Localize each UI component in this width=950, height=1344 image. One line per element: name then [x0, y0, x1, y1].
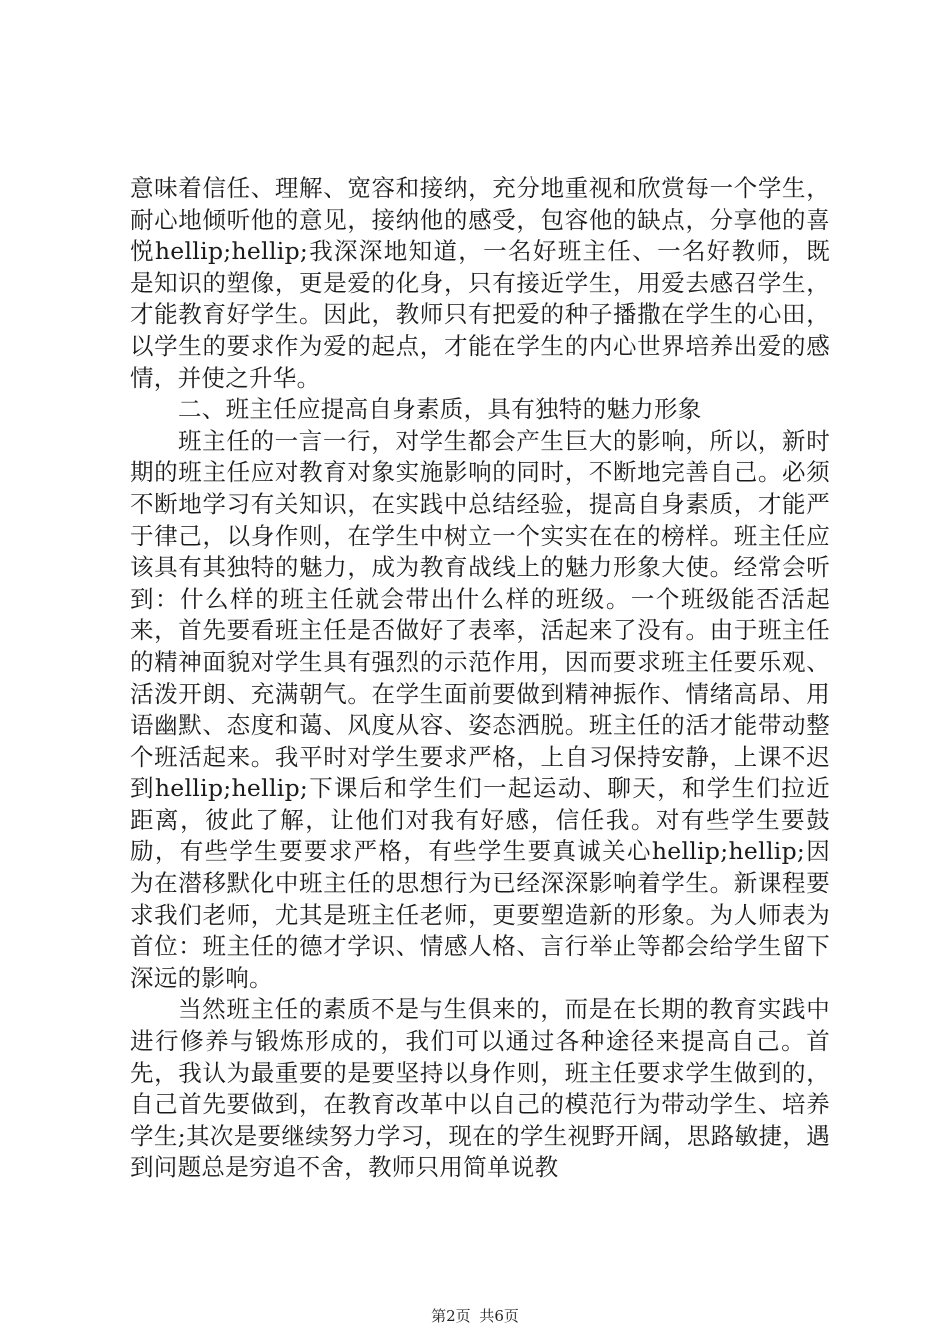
- section-heading: 二、班主任应提高自身素质，具有独特的魅力形象: [178, 395, 702, 424]
- page-total: 共6页: [479, 1307, 519, 1325]
- paragraph-body: 当然班主任的素质不是与生俱来的，而是在长期的教育实践中进行修养与锻炼形成的，我们可以通过各种途径来提高自己。首先，我认为最重要的是要坚持以身作则，班主任要求学生做到的，自己首先要做到，在教育改革中以自己的模范行为带动学生、培养学生;其次是要继续努力学习，现在的学生视野开阔，思路敏捷，遇到问题总是穷追不舍，教师只用简单说教: [130, 995, 830, 1182]
- document-body: [130, 173, 830, 1184]
- page-footer: [0, 1305, 950, 1326]
- page-number: 第2页: [431, 1307, 471, 1325]
- paragraph-continuation: 意味着信任、理解、宽容和接纳，充分地重视和欣赏每一个学生，耐心地倾听他的意见，接纳他的感受，包容他的缺点，分享他的喜悦hellip;hellip;我深深地知道，一名好班主任、一名好教师，既是知识的塑像，更是爱的化身，只有接近学生，用爱去感召学生，才能教育好学生。因此，教师只有把爱的种子播撒在学生的心田，以学生的要求作为爱的起点，才能在学生的内心世界培养出爱的感情，并使之升华。: [130, 174, 830, 392]
- paragraph-body: 班主任的一言一行，对学生都会产生巨大的影响，所以，新时期的班主任应对教育对象实施影响的同时，不断地完善自己。必须不断地学习有关知识，在实践中总结经验，提高自身素质，才能严于律己，以身作则，在学生中树立一个实实在在的榜样。班主任应该具有其独特的魅力，成为教育战线上的魅力形象大使。经常会听到：什么样的班主任就会带出什么样的班级。一个班级能否活起来，首先要看班主任是否做好了表率，活起来了没有。由于班主任的精神面貌对学生具有强烈的示范作用，因而要求班主任要乐观、活泼开朗、充满朝气。在学生面前要做到精神振作、情绪高昂、用语幽默、态度和蔼、风度从容、姿态洒脱。班主任的活才能带动整个班活起来。我平时对学生要求严格，上自习保持安静，上课不迟到hellip;hellip;下课后和学生们一起运动、聊天，和学生们拉近距离，彼此了解，让他们对我有好感，信任我。对有些学生要鼓励，有些学生要要求严格，有些学生要真诚关心hellip;hellip;因为在潜移默化中班主任的思想行为已经深深影响着学生。新课程要求我们老师，尤其是班主任老师，更要塑造新的形象。为人师表为首位：班主任的德才学识、情感人格、言行举止等都会给学生留下深远的影响。: [130, 426, 830, 992]
